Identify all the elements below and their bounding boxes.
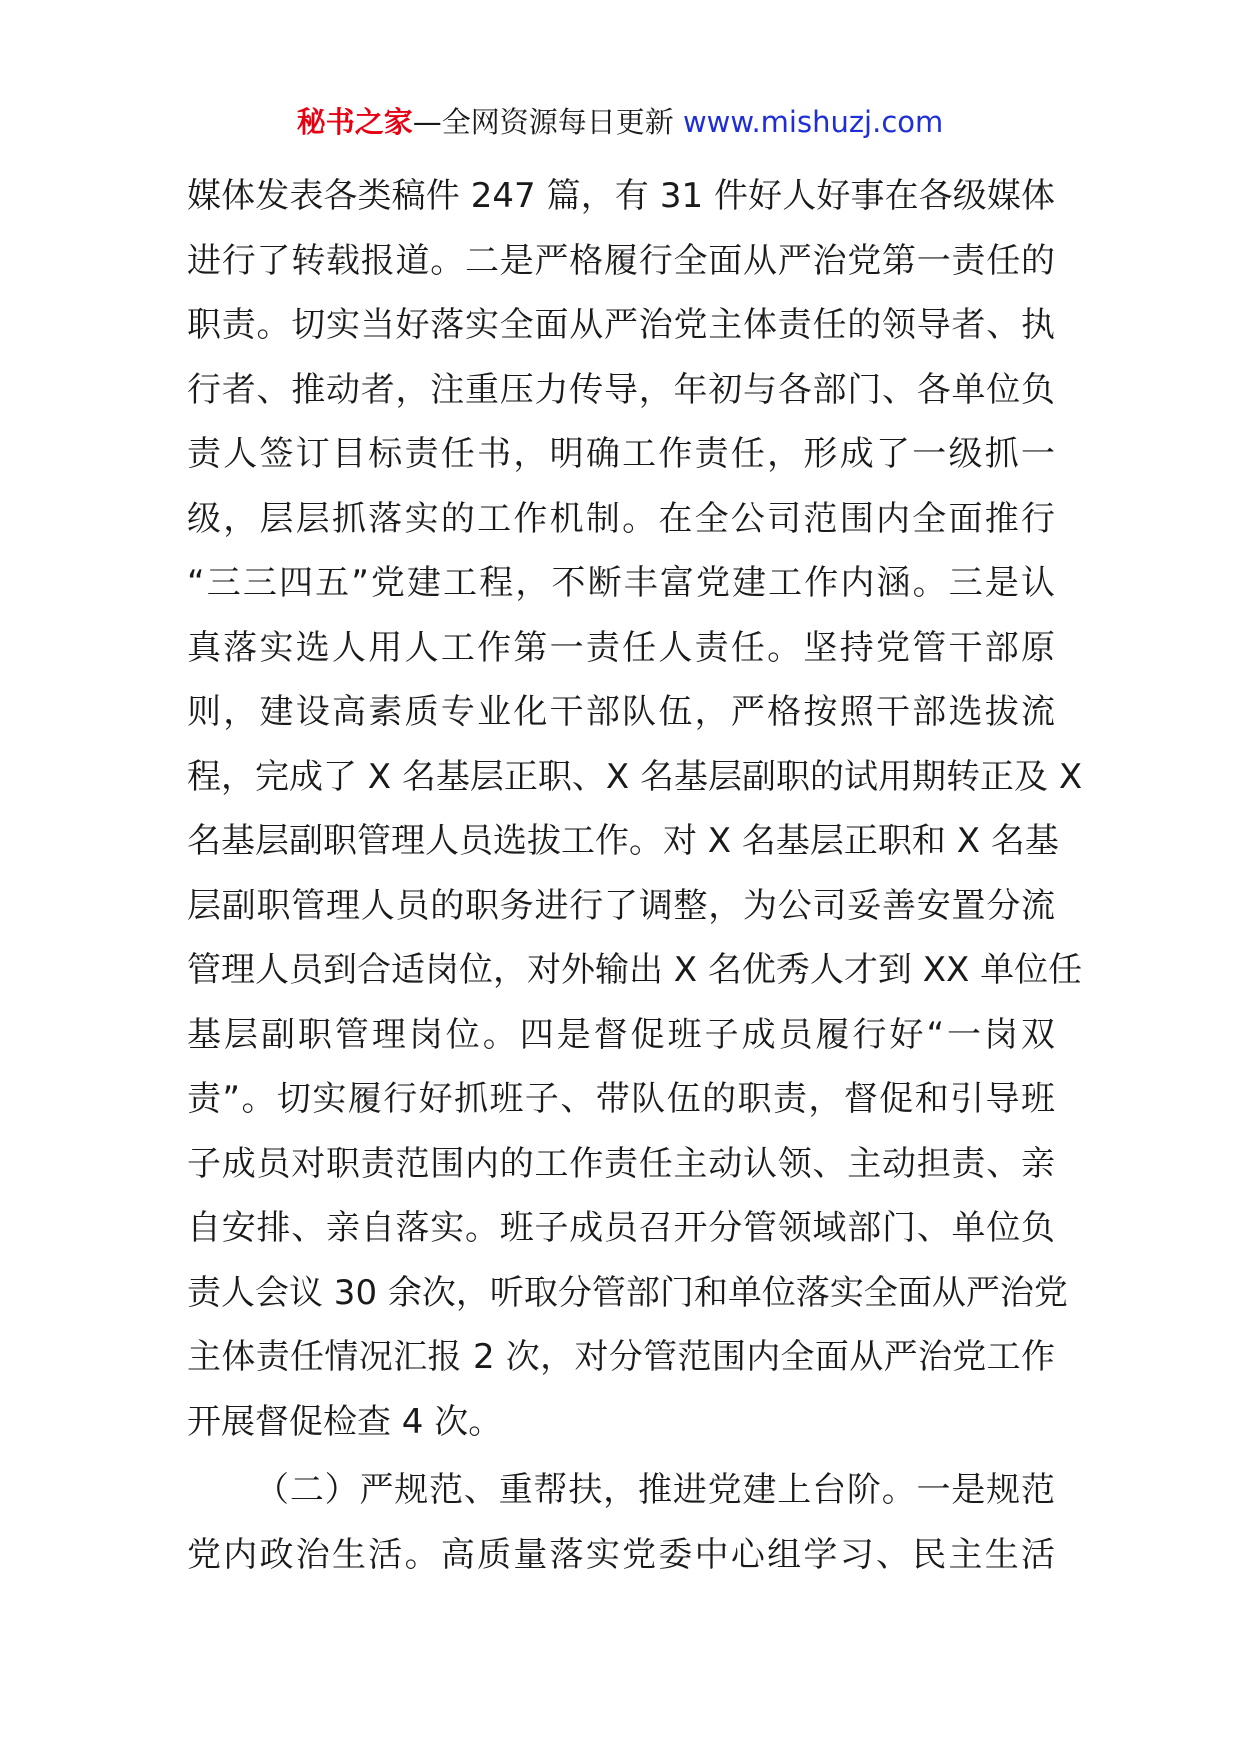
brand-name: 秘书之家	[296, 105, 413, 139]
text-line: 开展督促检查 4 次。	[187, 1401, 503, 1442]
text-line: 职责。切实当好落实全面从严治党主体责任的领导者、执	[187, 305, 1055, 345]
text-line: 主体责任情况汇报 2 次，对分管范围内全面从严治党工作	[187, 1337, 1055, 1377]
document-body	[187, 164, 1083, 1587]
paragraph-2	[187, 1458, 1055, 1587]
section-heading-line: （二）严规范、重帮扶，推进党建上台阶。一是规范	[255, 1470, 1055, 1510]
text-line: 责人会议 30 余次，听取分管部门和单位落实全面从严治党	[187, 1272, 1068, 1313]
site-header	[0, 100, 1240, 144]
text-line: 层副职管理人员的职务进行了调整，为公司妥善安置分流	[187, 885, 1055, 926]
paragraph-1	[187, 164, 1083, 1454]
text-line: “三三四五”党建工程，不断丰富党建工作内涵。三是认	[187, 563, 1055, 603]
text-line: 管理人员到合适岗位，对外输出 X 名优秀人才到 XX 单位任	[187, 950, 1083, 990]
text-line: 程，完成了 X 名基层正职、X 名基层副职的试用期转正及 X	[187, 756, 1083, 797]
text-line: 基层副职管理岗位。四是督促班子成员履行好“一岗双	[187, 1014, 1055, 1055]
text-line: 责”。切实履行好抓班子、带队伍的职责，督促和引导班	[187, 1079, 1055, 1119]
text-line: 自安排、亲自落实。班子成员召开分管领域部门、单位负	[187, 1208, 1055, 1248]
text-line: 行者、推动者，注重压力传导，年初与各部门、各单位负	[187, 369, 1055, 410]
site-url-link[interactable]: www.mishuzj.com	[682, 105, 944, 139]
text-line: 责人签订目标责任书，明确工作责任，形成了一级抓一	[187, 434, 1055, 474]
text-line: 子成员对职责范围内的工作责任主动认领、主动担责、亲	[187, 1143, 1055, 1184]
text-line: 党内政治生活。高质量落实党委中心组学习、民主生活	[187, 1534, 1055, 1575]
text-line: 名基层副职管理人员选拔工作。对 X 名基层正职和 X 名基	[187, 821, 1059, 861]
text-line: 则，建设高素质专业化干部队伍，严格按照干部选拔流	[187, 692, 1055, 732]
text-line: 进行了转载报道。二是严格履行全面从严治党第一责任的	[187, 240, 1055, 281]
header-slogan: —全网资源每日更新	[412, 105, 674, 139]
text-line: 媒体发表各类稿件 247 篇，有 31 件好人好事在各级媒体	[187, 176, 1055, 216]
text-line: 真落实选人用人工作第一责任人责任。坚持党管干部原	[187, 627, 1055, 668]
text-line: 级，层层抓落实的工作机制。在全公司范围内全面推行	[187, 498, 1055, 539]
